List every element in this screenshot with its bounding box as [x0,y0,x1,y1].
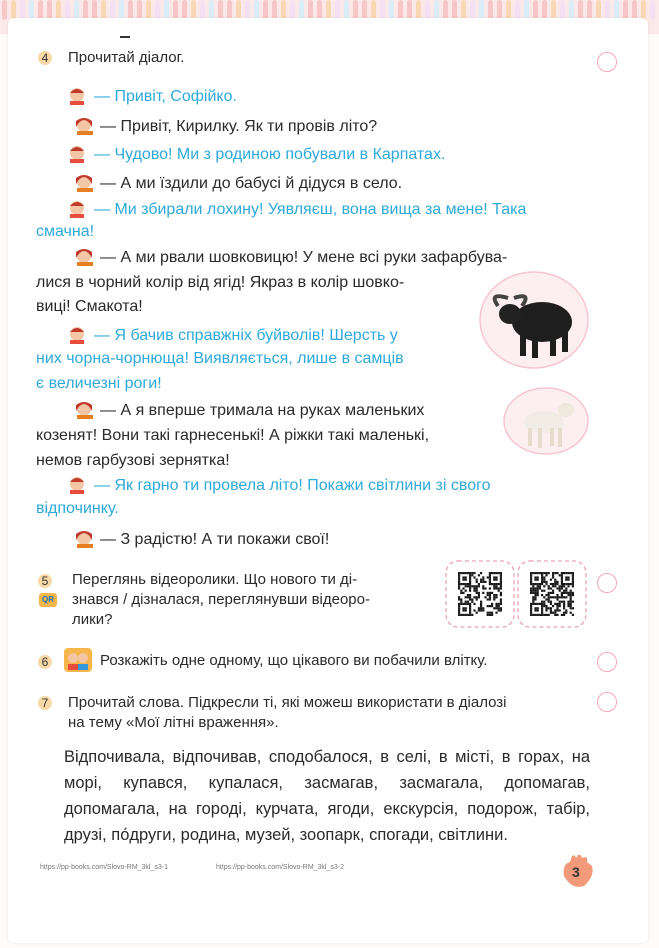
top-dash-mark [120,36,130,38]
qr-code-2[interactable] [517,560,587,628]
boy-avatar-icon [68,474,90,494]
qr-badge-icon: QR [39,593,57,607]
dialog-line-kyrylo-3: — Ми збирали лохину! Уявляєш, вона вища за мене! Така [68,198,526,221]
dialog-line-kyrylo-1: — Привіт, Софійко. [68,85,237,108]
dialog-line-sofiia-3-cont1: лися в чорний колір від ягід! Якраз в колір шовко- [36,274,405,291]
boy-avatar-icon [68,324,90,344]
dialog-line-kyrylo-5-cont: відпочинку. [36,500,119,517]
page-number-badge [560,854,596,890]
girl-avatar-icon [74,399,96,419]
task-7-check-circle[interactable] [597,692,617,712]
dialog-line-sofiia-1: — Привіт, Кирилку. Як ти провів літо? [74,115,377,138]
task-6-text: Розкажіть одне одному, що цікавого ви побачили влітку. [100,652,488,669]
dialog-line-sofiia-4: — А я вперше тримала на руках маленьких [74,399,424,422]
page-number: 3 [572,864,580,880]
dialog-line-sofiia-4-cont2: немов гарбузові зернятка! [36,452,230,469]
task-5-check-circle[interactable] [597,573,617,593]
task-7-line-1: Прочитай слова. Підкресли ті, які можеш використати в діалозі [68,694,507,711]
footer-link-1[interactable]: https://pp-books.com/Slovo-RM_3kl_s3-1 [40,864,168,871]
dialog-line-sofiia-3: — А ми рвали шовковицю! У мене всі руки зафарбува- [74,246,507,269]
task-7-word-list: Відпочивала, відпочивав, сподобалося, в селі, в місті, в горах, на морі, купався, купалася, засмагав, засмагала, допомагав, допомагала, на городі, курчата, ягоди, екскурсія, подорож, табір, друзі, по́други, родина, музей, зоопарк, спогади, світлини. [64,748,590,844]
dialog-line-sofiia-4-cont1: козенят! Вони такі гарнесенькі! А ріжки такі маленькі, [36,427,430,444]
dialog-line-sofiia-3-cont2: виці! Смакота! [36,298,143,315]
goat-kid-picture [502,386,590,456]
dialog-line-kyrylo-2: — Чудово! Ми з родиною побували в Карпатах. [68,143,445,166]
task-5-number: 5 [38,574,52,588]
dialog-line-kyrylo-4-cont2: є величезні роги! [36,375,162,392]
task-5-line-1: Переглянь відеоролики. Що нового ти ді- [72,571,358,588]
task-7-number: 7 [38,696,52,710]
dialog-line-kyrylo-4-cont1: них чорна-чорнюща! Виявляється, лише в самців [36,350,404,367]
footer-link-2[interactable]: https://pp-books.com/Slovo-RM_3kl_s3-2 [216,864,344,871]
boy-avatar-icon [68,85,90,105]
girl-avatar-icon [74,246,96,266]
dialog-line-kyrylo-5: — Як гарно ти провела літо! Покажи світлини зі свого [68,474,490,497]
task-6-check-circle[interactable] [597,652,617,672]
task-4-check-circle[interactable] [597,52,617,72]
girl-avatar-icon [74,115,96,135]
qr-code-1[interactable] [445,560,515,628]
task-7-line-2: на тему «Мої літні враження». [68,714,279,731]
task-5-line-3: лики? [72,611,113,628]
girl-avatar-icon [74,528,96,548]
boy-avatar-icon [68,143,90,163]
boy-avatar-icon [68,198,90,218]
dialog-line-kyrylo-3-cont: смачна! [36,223,95,240]
girl-avatar-icon [74,172,96,192]
dialog-line-kyrylo-4: — Я бачив справжніх буйволів! Шерсть у [68,324,398,347]
dialog-line-sofiia-2: — А ми їздили до бабусі й дідуся в село. [74,172,402,195]
buffalo-picture [478,270,590,370]
task-4-title: Прочитай діалог. [68,49,185,66]
dialog-line-sofiia-5: — З радістю! А ти покажи свої! [74,528,329,551]
pair-talk-icon [64,648,92,672]
task-5-line-2: знався / дізналася, переглянувши відеоро- [72,591,370,608]
task-4-number: 4 [38,51,52,65]
task-6-number: 6 [38,655,52,669]
